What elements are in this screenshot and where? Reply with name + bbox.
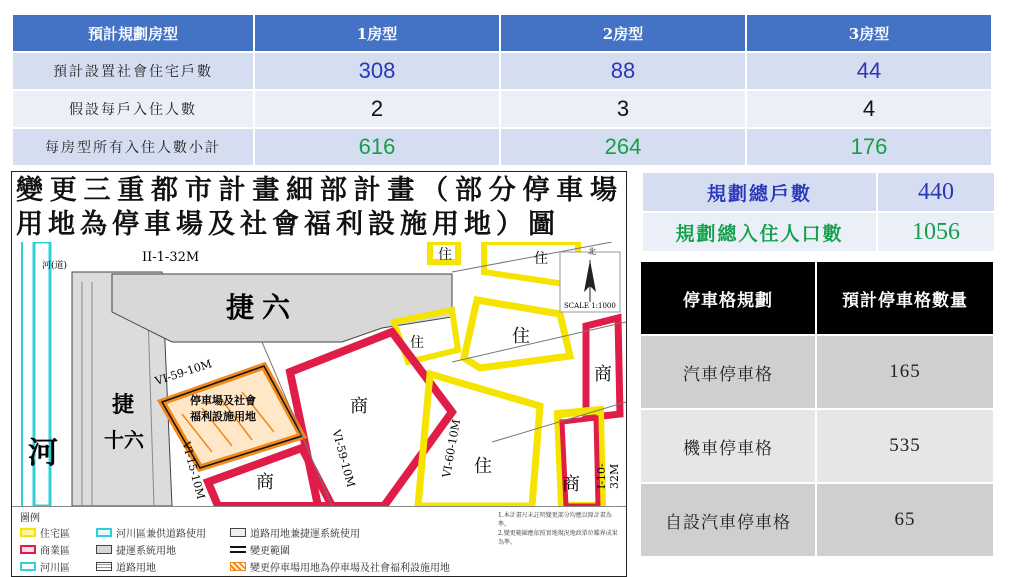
legend-item xyxy=(20,525,70,539)
table-row xyxy=(13,91,991,127)
parking-type: 機車停車格 xyxy=(641,410,815,482)
cell-value: 308 xyxy=(255,53,499,89)
legend-title: 圖例 xyxy=(20,513,40,524)
header-3-room: 3房型 xyxy=(747,15,991,51)
legend-text: 變更範圍 xyxy=(250,545,290,557)
total-population-label: 規劃總入住人口數 xyxy=(643,213,876,251)
map-title: 變更三重都市計畫細部計畫（部分停車場用地為停車場及社會福利設施用地）圖 xyxy=(16,175,622,240)
legend-text: 變更停車場用地為停車場及社會福利設施用地 xyxy=(250,562,450,574)
cell-value: 264 xyxy=(501,129,745,165)
label-change-area-line1: 停車場及社會 xyxy=(190,394,256,407)
cell-value: 44 xyxy=(747,53,991,89)
parking-header xyxy=(641,262,993,334)
commercial-swatch-icon xyxy=(20,545,36,554)
label-road-vi59b: VI-59-10M xyxy=(329,428,358,489)
cell-value: 88 xyxy=(501,53,745,89)
north-label: 北 xyxy=(588,247,596,256)
parking-row xyxy=(641,484,993,556)
river-road-swatch-icon xyxy=(96,528,112,537)
legend-item xyxy=(230,542,290,556)
table-row xyxy=(13,53,991,89)
label-road-vi60: VI-60-10M xyxy=(439,418,464,479)
total-units-row xyxy=(643,173,994,211)
parking-row xyxy=(641,410,993,482)
row-label: 假設每戶入住人數 xyxy=(13,91,253,127)
header-1-room: 1房型 xyxy=(255,15,499,51)
header-room-type: 預計規劃房型 xyxy=(13,15,253,51)
label-shi-liu: 十六 xyxy=(104,428,144,452)
parking-header-count: 預計停車格數量 xyxy=(817,262,993,334)
scale-label: SCALE 1:1000 xyxy=(564,302,616,310)
residential-swatch-icon xyxy=(20,528,36,537)
road-mrt-swatch-icon xyxy=(230,528,246,537)
label-he: 河 xyxy=(28,436,58,471)
parking-count: 165 xyxy=(817,336,993,408)
river-swatch-icon xyxy=(20,562,36,571)
label-zhu: 住 xyxy=(474,456,492,477)
legend-item xyxy=(96,525,206,539)
parking-header-type: 停車格規劃 xyxy=(641,262,815,334)
legend-item xyxy=(230,559,450,573)
table-row xyxy=(13,129,991,165)
label-road-vi59: VI-59-10M xyxy=(153,357,214,388)
label-zhu: 住 xyxy=(534,251,548,267)
legend-item xyxy=(96,559,156,573)
label-shang: 商 xyxy=(562,474,580,495)
parking-row xyxy=(641,336,993,408)
header-2-room: 2房型 xyxy=(501,15,745,51)
legend-text: 商業區 xyxy=(40,545,70,557)
legend-note: 1.本計畫尺未註明變更部分均應以原計畫為準。 xyxy=(498,512,612,528)
zoning-map xyxy=(11,171,627,577)
total-population-row xyxy=(643,213,994,251)
label-zhu: 住 xyxy=(512,326,530,347)
legend-text: 住宅區 xyxy=(40,528,70,540)
legend-text: 捷運系統用地 xyxy=(116,545,176,557)
row-label: 預計設置社會住宅戶數 xyxy=(13,53,253,89)
legend-item xyxy=(20,559,70,573)
housing-type-table xyxy=(11,13,993,167)
change-area-swatch-icon xyxy=(230,562,246,571)
total-units-label: 規劃總戶數 xyxy=(643,173,876,211)
label-zhu: 住 xyxy=(438,247,452,263)
legend-note: 2.變更範圍應依照實地現況地政單位鑑界成果為準。 xyxy=(498,530,618,546)
label-road-ii: II-1-32M xyxy=(142,250,200,265)
parking-count: 535 xyxy=(817,410,993,482)
row-label: 每房型所有入住人數小計 xyxy=(13,129,253,165)
summary-panel xyxy=(643,173,994,253)
legend-item xyxy=(230,525,360,539)
label-shang: 商 xyxy=(256,472,274,493)
label-he-dao: 河(道) xyxy=(42,261,68,271)
parking-count: 65 xyxy=(817,484,993,556)
cell-value: 2 xyxy=(255,91,499,127)
total-population-value: 1056 xyxy=(878,213,994,251)
cell-value: 176 xyxy=(747,129,991,165)
label-road-vi15: VI-15-10M xyxy=(179,440,208,501)
mrt-swatch-icon xyxy=(96,545,112,554)
legend-text: 河川區 xyxy=(40,562,70,574)
label-change-area-line2: 福利設施用地 xyxy=(190,410,256,423)
legend-text: 道路用地 xyxy=(116,562,156,574)
map-legend xyxy=(12,506,626,577)
label-shang: 商 xyxy=(594,364,612,385)
label-jie: 捷 xyxy=(112,392,135,418)
parking-type: 自設汽車停車格 xyxy=(641,484,815,556)
legend-notes xyxy=(498,511,623,547)
cell-value: 4 xyxy=(747,91,991,127)
total-units-value: 440 xyxy=(878,173,994,211)
map-labels xyxy=(12,242,626,506)
parking-table xyxy=(641,262,993,556)
label-zhu: 住 xyxy=(410,335,424,351)
legend-text: 道路用地兼捷運系統使用 xyxy=(250,528,360,540)
road-swatch-icon xyxy=(96,562,112,571)
parking-type: 汽車停車格 xyxy=(641,336,815,408)
change-boundary-swatch-icon xyxy=(230,546,246,553)
cell-value: 616 xyxy=(255,129,499,165)
table-header-row xyxy=(13,15,991,51)
legend-item xyxy=(96,542,176,556)
legend-item xyxy=(20,542,70,556)
label-road-i10: I-10-32M xyxy=(595,463,621,489)
label-shang: 商 xyxy=(350,396,368,417)
legend-text: 河川區兼供道路使用 xyxy=(116,528,206,540)
cell-value: 3 xyxy=(501,91,745,127)
label-jie-liu: 捷六 xyxy=(226,291,299,324)
